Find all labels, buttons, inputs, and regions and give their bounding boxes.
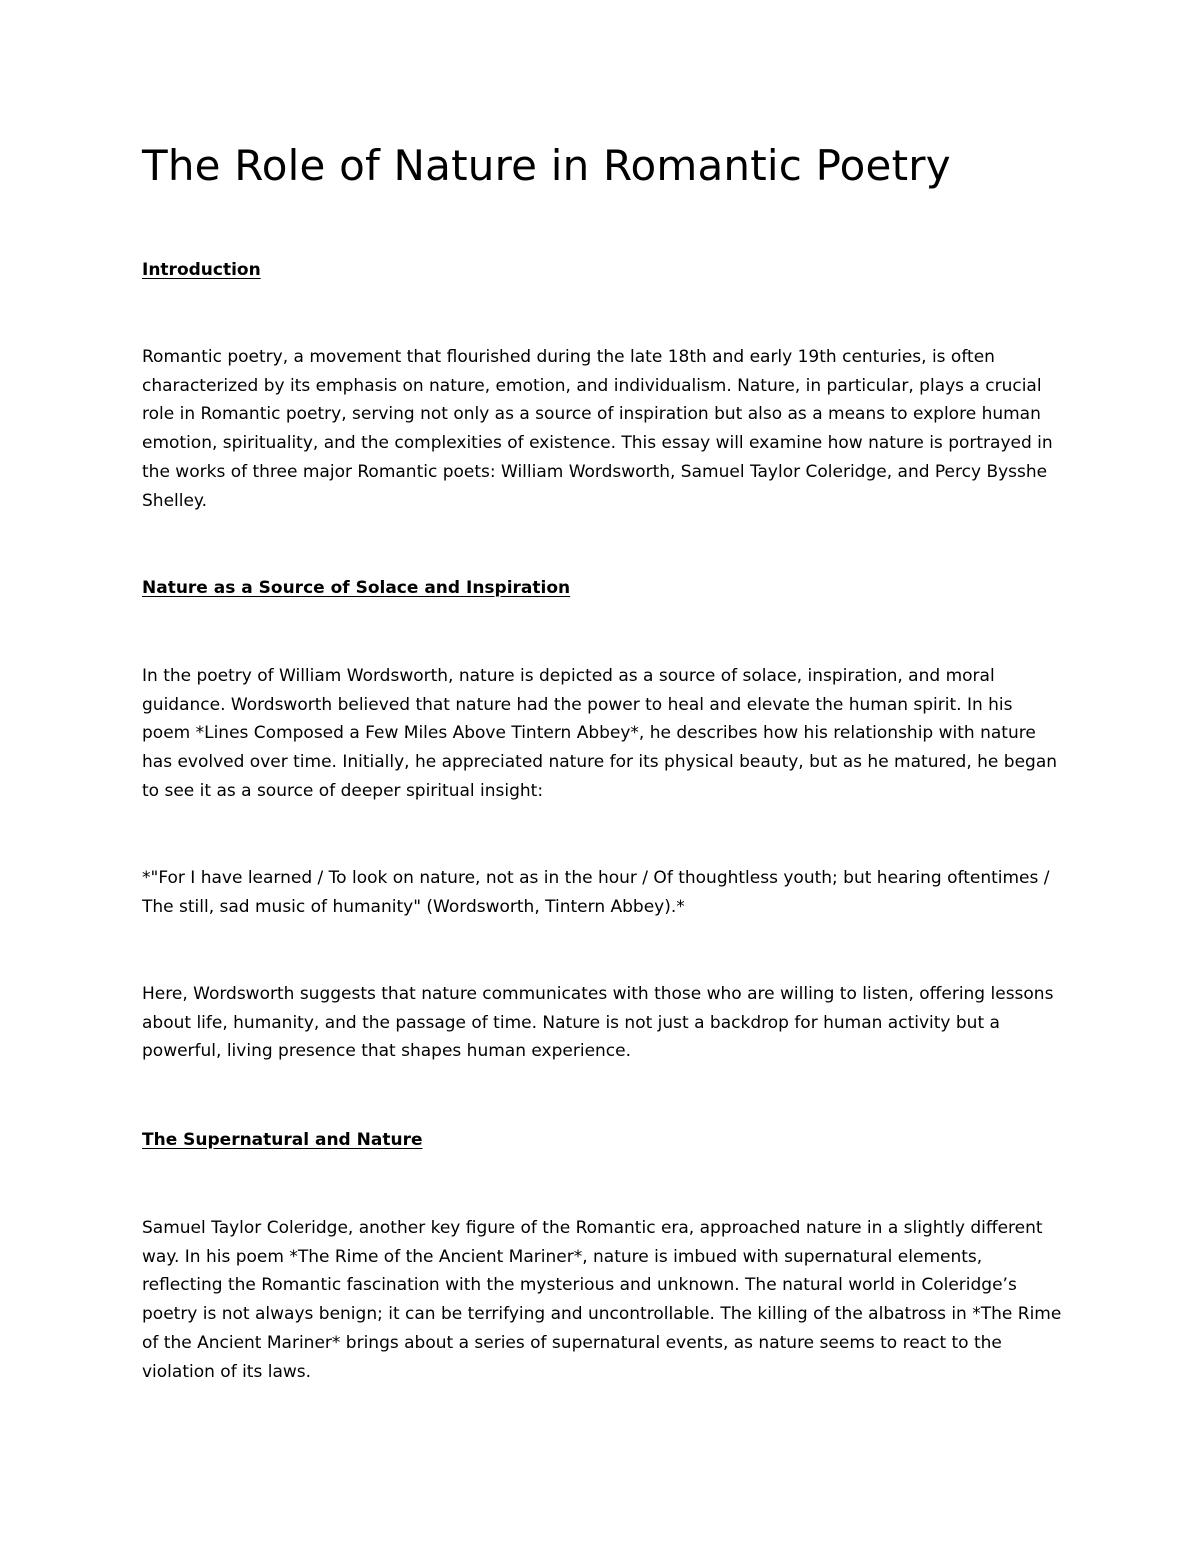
- section-heading-introduction: Introduction: [142, 260, 261, 280]
- section-heading-solace-inspiration: Nature as a Source of Solace and Inspiration: [142, 578, 571, 598]
- section-heading-supernatural: The Supernatural and Nature: [142, 1130, 423, 1150]
- paragraph-wordsworth: In the poetry of William Wordsworth, nature is depicted as a source of solace, inspiration, and moral guidance. Wordsworth believed that nature had the power to heal and elevate the human spirit. In his poem *Lines Composed a Few Miles Above Tintern Abbey*, he describes how his relationship with nature has evolved over time. Initially, he appreciated nature for its physical beauty, but as he matured, he began to see it as a source of deeper spiritual insight:: [142, 666, 1058, 801]
- paragraph-wordsworth-analysis: Here, Wordsworth suggests that nature communicates with those who are willing to listen, offering lessons about life, humanity, and the passage of time. Nature is not just a backdrop for human activity but a powerful, living presence that shapes human experience.: [142, 984, 1054, 1062]
- paragraph-coleridge: Samuel Taylor Coleridge, another key figure of the Romantic era, approached nature in a slightly different way. In his poem *The Rime of the Ancient Mariner*, nature is imbued with supernatural elements, reflecting the Romantic fascination with the mysterious and unknown. The natural world in Coleridge’s poetry is not always benign; it can be terrifying and uncontrollable. The killing of the albatross in *The Rime of the Ancient Mariner* brings about a series of supernatural events, as nature seems to react to the violation of its laws.: [142, 1218, 1062, 1382]
- paragraph-quotation: *"For I have learned / To look on nature, not as in the hour / Of thoughtless youth; but hearing oftentimes / The still, sad music of humanity" (Wordsworth, Tintern Abbey).*: [142, 868, 1050, 917]
- paragraph-introduction: Romantic poetry, a movement that flourished during the late 18th and early 19th centuries, is often characterized by its emphasis on nature, emotion, and individualism. Nature, in particular, plays a crucial role in Romantic poetry, serving not only as a source of inspiration but also as a means to explore human emotion, spirituality, and the complexities of existence. This essay will examine how nature is portrayed in the works of three major Romantic poets: William Wordsworth, Samuel Taylor Coleridge, and Percy Bysshe Shelley.: [142, 347, 1053, 511]
- document-title: The Role of Nature in Romantic Poetry: [142, 141, 951, 190]
